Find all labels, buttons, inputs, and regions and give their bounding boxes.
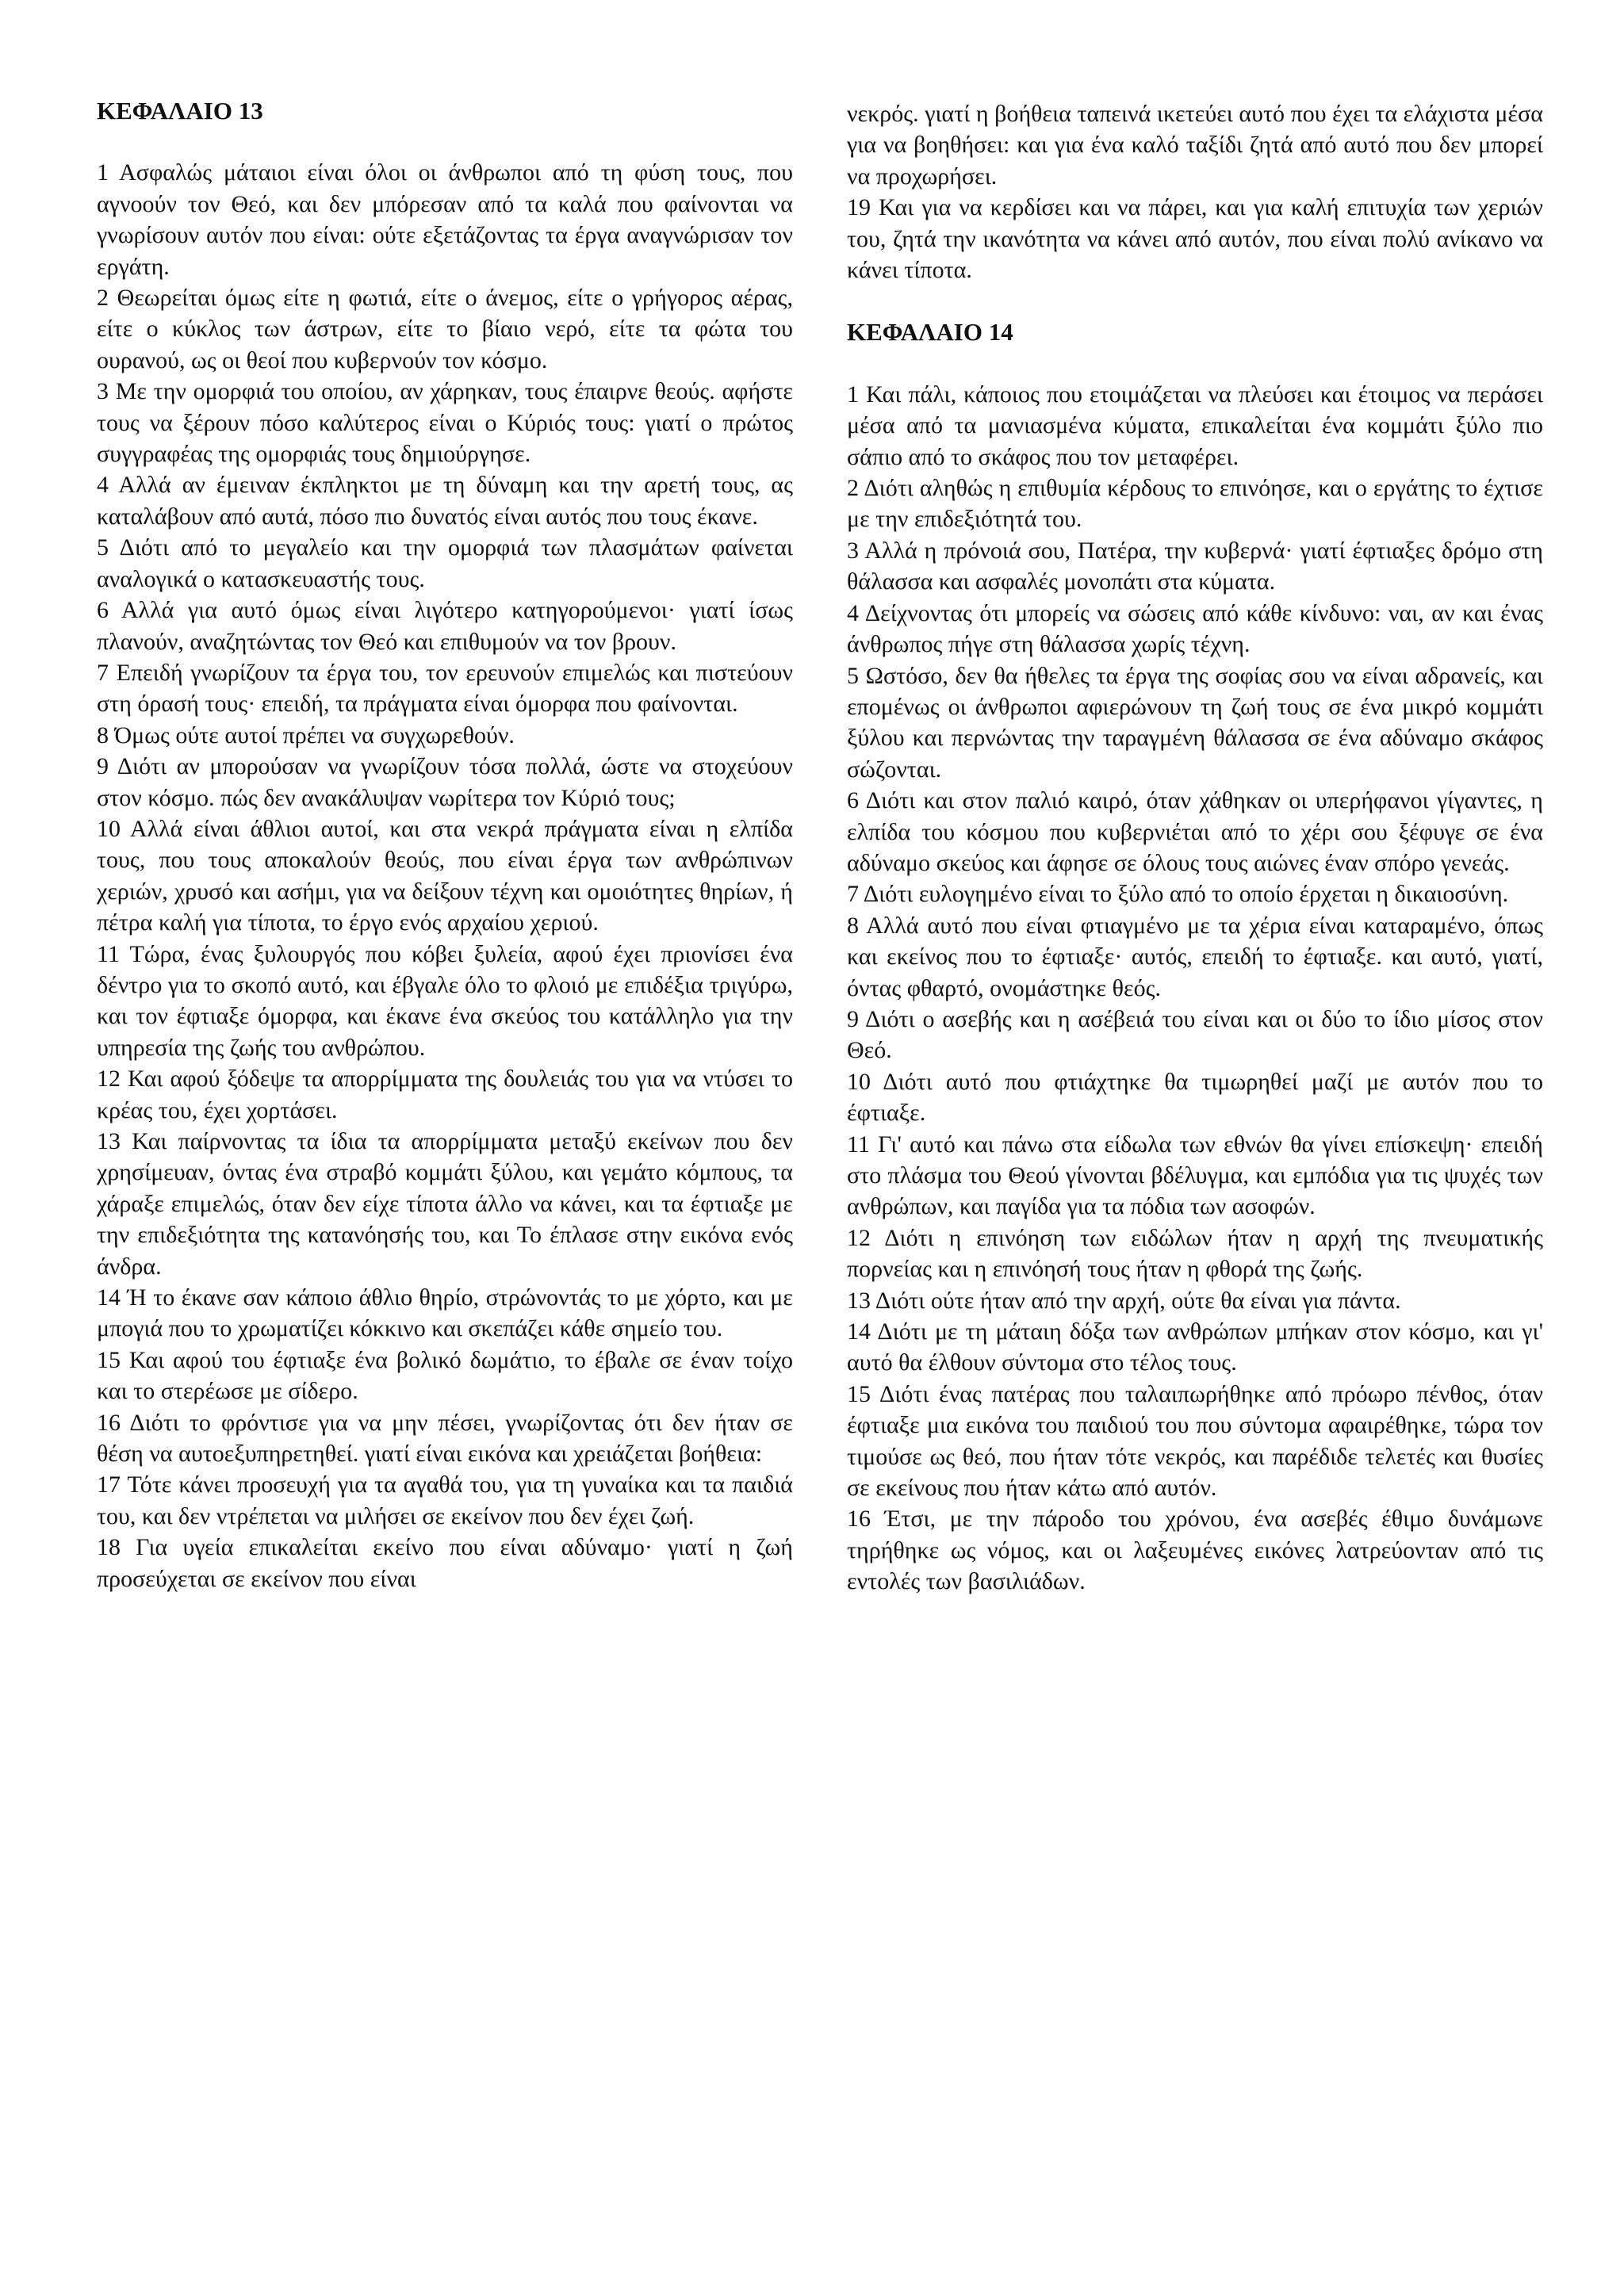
verse: 15 Και αφού του έφτιαξε ένα βολικό δωμάτιο, το έβαλε σε έναν τοίχο και το στερέωσε με σίδερο. (97, 1346, 793, 1405)
verse: 1 Ασφαλώς μάταιοι είναι όλοι οι άνθρωποι από τη φύση τους, που αγνοούν τον Θεό, και δεν μπόρεσαν από τα καλά που φαίνονται να γνωρίσουν αυτόν που είναι: ούτε εξετάζοντας τα έργα αναγνώρισαν τον εργάτη. (97, 159, 793, 280)
verse: 6 Αλλά για αυτό όμως είναι λιγότερο κατηγορούμενοι· γιατί ίσως πλανούν, αναζητώντας τον Θεό και επιθυμούν να τον βρουν. (97, 597, 793, 655)
verse: 14 Διότι με τη μάταιη δόξα των ανθρώπων μπήκαν στον κόσμο, και γι' αυτό θα έλθουν σύντομα στο τέλος τους. (847, 1318, 1543, 1376)
verse: 18 Για υγεία επικαλείται εκείνο που είναι αδύναμο· γιατί η ζωή προσεύχεται σε εκείνον που είναι (97, 1534, 793, 1592)
verse: 10 Διότι αυτό που φτιάχτηκε θα τιμωρηθεί μαζί με αυτόν που το έφτιαξε. (847, 1068, 1543, 1127)
verse: 8 Όμως ούτε αυτοί πρέπει να συγχωρεθούν. (97, 721, 515, 748)
verse: 9 Διότι αν μπορούσαν να γνωρίζουν τόσα πολλά, ώστε να στοχεύουν στον κόσμο. πώς δεν ανακάλυψαν νωρίτερα τον Κύριό τους; (97, 753, 793, 811)
chapter-14-verses (847, 379, 1543, 1598)
verse: 14 Ή το έκανε σαν κάποιο άθλιο θηρίο, στρώνοντάς το με χόρτο, και με μπογιά που το χρωματίζει κόκκινο και σκεπάζει κάθε σημείο του. (97, 1284, 793, 1342)
verse: 2 Θεωρείται όμως είτε η φωτιά, είτε ο άνεμος, είτε ο γρήγορος αέρας, είτε ο κύκλος των άστρων, είτε το βίαιο νερό, είτε τα φώτα του ουρανού, ως οι θεοί που κυβερνούν τον κόσμο. (97, 285, 793, 373)
verse: 16 Διότι το φρόντισε για να μην πέσει, γνωρίζοντας ότι δεν ήταν σε θέση να αυτοεξυπηρετηθεί. γιατί είναι εικόνα και χρειάζεται βοήθεια: (97, 1409, 793, 1468)
verse: 7 Διότι ευλογημένο είναι το ξύλο από το οποίο έρχεται η δικαιοσύνη. (847, 881, 1509, 908)
verse: 4 Αλλά αν έμειναν έκπληκτοι με τη δύναμη και την αρετή τους, ας καταλάβουν από αυτά, πόσο πιο δυνατός είναι αυτός που τους έκανε. (97, 472, 793, 530)
verse: 3 Με την ομορφιά του οποίου, αν χάρηκαν, τους έπαιρνε θεούς. αφήστε τους να ξέρουν πόσο καλύτερος είναι ο Κύριός τους: γιατί ο πρώτος συγγραφέας της ομορφιάς τους δημιούργησε. (97, 378, 793, 468)
verse: 5 Διότι από το μεγαλείο και την ομορφιά των πλασμάτων φαίνεται αναλογικά ο κατασκευαστής τους. (97, 534, 793, 592)
verse: 4 Δείχνοντας ότι μπορείς να σώσεις από κάθε κίνδυνο: ναι, αν και ένας άνθρωπος πήγε στη θάλασσα χωρίς τέχνη. (847, 599, 1543, 658)
chapter-13-verses (97, 157, 793, 1594)
verse: 17 Τότε κάνει προσευχή για τα αγαθά του, για τη γυναίκα και τα παιδιά του, και δεν ντρέπεται να μιλήσει σε εκείνον που δεν έχει ζωή. (97, 1471, 793, 1529)
verse: 11 Γι' αυτό και πάνω στα είδωλα των εθνών θα γίνει επίσκεψη· επειδή στο πλάσμα του Θεού γίνονται βδέλυγμα, και εμπόδια για τις ψυχές των ανθρώπων, και παγίδα για τα πόδια των ασοφών. (847, 1131, 1543, 1220)
verse: 11 Τώρα, ένας ξυλουργός που κόβει ξυλεία, αφού έχει πριονίσει ένα δέντρο για το σκοπό αυτό, και έβγαλε όλο το φλοιό με επιδέξια τριγύρω, και τον έφτιαξε όμορφα, και έκανε ένα σκεύος του κατάλληλο για την υπηρεσία της ζωής του ανθρώπου. (97, 940, 793, 1061)
verse: 12 Διότι η επινόηση των ειδώλων ήταν η αρχή της πνευματικής πορνείας και η επινόησή τους ήταν η φθορά της ζωής. (847, 1224, 1543, 1283)
verse: 15 Διότι ένας πατέρας που ταλαιπωρήθηκε από πρόωρο πένθος, όταν έφτιαξε μια εικόνα του παιδιού του που σύντομα αφαιρέθηκε, τώρα τον τιμούσε ως θεό, που ήταν τότε νεκρός, και παρέδιδε τελετές και θυσίες σε εκείνους που ήταν κάτω από αυτόν. (847, 1380, 1543, 1502)
verse: 5 Ωστόσο, δεν θα ήθελες τα έργα της σοφίας σου να είναι αδρανείς, και επομένως οι άνθρωποι αφιερώνουν τη ζωή τους σε ένα μικρό κομμάτι ξύλου και περνώντας την ταραγμένη θάλασσα σε ένα αδύναμο σκάφος σώζονται. (847, 662, 1543, 783)
verse: 10 Αλλά είναι άθλιοι αυτοί, και στα νεκρά πράγματα είναι η ελπίδα τους, που τους αποκαλούν θεούς, που είναι έργα των ανθρώπινων χεριών, χρυσό και ασήμι, για να δείξουν τέχνη και ομοιότητες θηρίων, ή πέτρα καλή για τίποτα, το έργο ενός αρχαίου χεριού. (97, 815, 793, 936)
verse: 8 Αλλά αυτό που είναι φτιαγμένο με τα χέρια είναι καταραμένο, όπως και εκείνος που το έφτιαξε· αυτός, επειδή το έφτιαξε. και αυτό, γιατί, όντας φθαρτό, ονομάστηκε θεός. (847, 912, 1543, 1001)
chapter-13-title: ΚΕΦΑΛΑΙΟ 13 (97, 97, 263, 124)
verse: 16 Έτσι, με την πάροδο του χρόνου, ένα ασεβές έθιμο δυνάμωνε τηρήθηκε ως νόμος, και οι λαξευμένες εικόνες λατρεύονταν από τις εντολές των βασιλιάδων. (847, 1506, 1543, 1595)
right-column (847, 98, 1543, 1598)
verse-19: 19 Και για να κερδίσει και να πάρει, και για καλή επιτυχία των χεριών του, ζητά την ικανότητα να κάνει από αυτόν, που είναι πολύ ανίκανο να κάνει τίποτα. (847, 194, 1543, 284)
verse: 3 Αλλά η πρόνοιά σου, Πατέρα, την κυβερνά· γιατί έφτιαξες δρόμο στη θάλασσα και ασφαλές μονοπάτι στα κύματα. (847, 537, 1543, 595)
verse: 2 Διότι αληθώς η επιθυμία κέρδους το επινόησε, και ο εργάτης το έχτισε με την επιδεξιότητά του. (847, 475, 1543, 533)
left-column (97, 95, 793, 1594)
verse: 6 Διότι και στον παλιό καιρό, όταν χάθηκαν οι υπερήφανοι γίγαντες, η ελπίδα του κόσμου που κυβερνιέται από το χέρι σου ξέφυγε σε ένα αδύναμο σκεύος και άφησε σε όλους τους αιώνες έναν σπόρο γενεάς. (847, 787, 1543, 876)
chapter-14-title: ΚΕΦΑΛΑΙΟ 14 (847, 318, 1013, 346)
verse: 13 Και παίρνοντας τα ίδια τα απορρίμματα μεταξύ εκείνων που δεν χρησίμευαν, όντας ένα στραβό κομμάτι ξύλου, και γεμάτο κόμπους, τα χάραξε επιμελώς, όταν δεν είχε τίποτα άλλο να κάνει, και τα έφτιαξε με την επιδεξιότητα της κατανόησής του, και Το έπλασε στην εικόνα ενός άνδρα. (97, 1128, 793, 1280)
verse: 9 Διότι ο ασεβής και η ασέβειά του είναι και οι δύο το ίδιο μίσος στον Θεό. (847, 1005, 1543, 1064)
verse: 1 Και πάλι, κάποιος που ετοιμάζεται να πλεύσει και έτοιμος να περάσει μέσα από τα μανιασμένα κύματα, επικαλείται ένα κομμάτι ξύλο πιο σάπιο από το σκάφος που τον μεταφέρει. (847, 381, 1543, 470)
verse-18-continuation: νεκρός. γιατί η βοήθεια ταπεινά ικετεύει αυτό που έχει τα ελάχιστα μέσα για να βοηθήσει: και για ένα καλό ταξίδι ζητά από αυτό που δεν μπορεί να προχωρήσει. (847, 101, 1543, 189)
verse: 7 Επειδή γνωρίζουν τα έργα του, τον ερευνούν επιμελώς και πιστεύουν στη όρασή τους· επειδή, τα πράγματα είναι όμορφα που φαίνονται. (97, 659, 793, 718)
verse: 13 Διότι ούτε ήταν από την αρχή, ούτε θα είναι για πάντα. (847, 1287, 1401, 1314)
verse: 12 Και αφού ξόδεψε τα απορρίμματα της δουλειάς του για να ντύσει το κρέας του, έχει χορτάσει. (97, 1066, 793, 1123)
